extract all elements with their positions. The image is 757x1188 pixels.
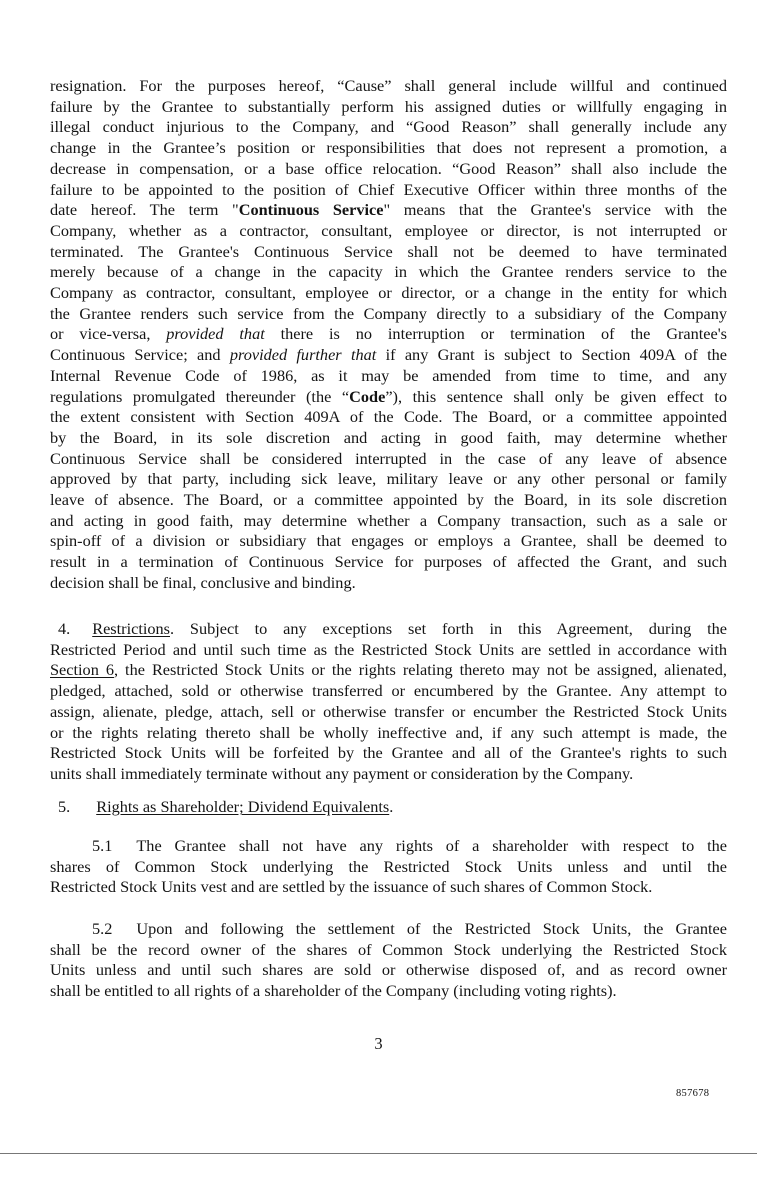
text-line: decrease in compensation, or a base office relocation. “Good Reason” shall also include the: [50, 158, 727, 178]
section-4-restrictions: [50, 619, 727, 785]
section-number: 4.: [58, 619, 71, 638]
italic-provided-that: provided that: [166, 324, 265, 344]
section-5-1: [50, 836, 727, 898]
text-line: [50, 619, 727, 640]
subsection-number: 5.2: [92, 919, 113, 938]
text-line: Units unless and until such shares are sold or otherwise disposed of, and as record owner: [50, 960, 727, 980]
text-run: Continuous Service; and: [50, 345, 230, 365]
text-line: or the rights relating thereto shall be wholly ineffective and, if any such attempt is made, the: [50, 722, 727, 742]
section-5-2: [50, 919, 727, 1002]
text-run: , the Restricted Stock Units or the rights relating thereto may not be assigned, alienated,: [113, 660, 727, 680]
text-line: Restricted Period and until such time as the Restricted Stock Units are settled in accordance with: [50, 639, 727, 659]
text-line: shares of Common Stock underlying the Restricted Stock Units unless and until the: [50, 856, 727, 876]
subsection-number: 5.1: [92, 836, 113, 855]
text-line: [50, 660, 727, 681]
text-line: merely because of a change in the capacity in which the Grantee renders service to the: [50, 262, 727, 282]
text-line: shall be the record owner of the shares of Common Stock underlying the Restricted Stock: [50, 939, 727, 959]
section-5-heading: [50, 797, 393, 817]
text-line: Continuous Service shall be considered interrupted in the case of any leave of absence: [50, 448, 727, 468]
text-line: change in the Grantee’s position or responsibilities that does not represent a promotion, a: [50, 138, 727, 158]
text-line: shall be entitled to all rights of a shareholder of the Company (including voting rights).: [50, 981, 617, 1001]
text-line: result in a termination of Continuous Service for purposes of affected the Grant, and such: [50, 552, 727, 572]
text-line: [50, 200, 727, 221]
text-line: assign, alienate, pledge, attach, sell or otherwise transfer or encumber the Restricted Stock Units: [50, 701, 727, 721]
text-line: illegal conduct injurious to the Company, and “Good Reason” shall generally include any: [50, 117, 727, 137]
text-line: the extent consistent with Section 409A of the Code. The Board, or a committee appointed: [50, 407, 727, 427]
text-run: " means that the Grantee's service with the: [383, 200, 728, 220]
text-run: .: [389, 797, 394, 816]
text-run: regulations promulgated thereunder (the “: [50, 386, 350, 406]
section-6-reference: Section 6: [50, 660, 114, 680]
text-line: [50, 836, 727, 857]
text-line: Internal Revenue Code of 1986, as it may be amended from time to time, and any: [50, 365, 727, 385]
text-line: by the Board, in its sole discretion and acting in good faith, may determine whether: [50, 427, 727, 447]
text-line: approved by that party, including sick leave, military leave or any other personal or family: [50, 469, 727, 489]
section-number: 5.: [58, 797, 71, 816]
text-line: Restricted Stock Units vest and are settled by the issuance of such shares of Common Stock.: [50, 877, 653, 897]
page-number: 3: [374, 1034, 383, 1053]
text-run: there is no interruption or termination of the Grantee's: [264, 324, 727, 344]
text-line: and acting in good faith, may determine whether a Company transaction, such as a sale or: [50, 510, 727, 530]
page-bottom-rule: [0, 1153, 757, 1154]
text-run: or vice-versa,: [50, 324, 167, 344]
text-run: if any Grant is subject to Section 409A of the: [376, 345, 728, 365]
text-line: failure by the Grantee to substantially perform his assigned duties or willfully engaging in: [50, 96, 727, 116]
text-line: Restricted Stock Units will be forfeited by the Grantee and all of the Grantee's rights to such: [50, 743, 727, 763]
text-line: the Grantee renders such service from the Company directly to a subsidiary of the Company: [50, 303, 727, 323]
text-line: terminated. The Grantee's Continuous Service shall not be deemed to have terminated: [50, 241, 727, 261]
text-line: [50, 387, 727, 408]
text-run: date hereof. The term ": [50, 200, 239, 220]
text-line: spin-off of a division or subsidiary that engages or employs a Grantee, shall be deemed to: [50, 531, 727, 551]
text-run: Upon and following the settlement of the Restricted Stock Units, the Grantee: [136, 919, 727, 938]
definitions-paragraph: [50, 76, 727, 594]
text-line: units shall immediately terminate without any payment or consideration by the Company.: [50, 763, 634, 783]
text-line: [50, 919, 727, 940]
italic-provided-further-that: provided further that: [229, 345, 377, 365]
text-run: The Grantee shall not have any rights of a shareholder with respect to the: [136, 836, 727, 855]
text-line: pledged, attached, sold or otherwise transferred or encumbered by the Grantee. Any attempt to: [50, 681, 727, 701]
section-title: Rights as Shareholder; Dividend Equivalents: [96, 797, 390, 816]
text-line: decision shall be final, conclusive and binding.: [50, 572, 356, 592]
text-line: [50, 324, 727, 345]
text-run: . Subject to any exceptions set forth in this Agreement, during the: [170, 619, 727, 638]
text-line: failure to be appointed to the position of Chief Executive Officer within three months of the: [50, 179, 727, 199]
text-line: [50, 345, 727, 366]
text-line: resignation. For the purposes hereof, “Cause” shall general include willful and continued: [50, 76, 727, 95]
section-title: Restrictions: [92, 619, 170, 638]
text-line: leave of absence. The Board, or a committee appointed by the Board, in its sole discretion: [50, 490, 727, 510]
text-run: ”), this sentence shall only be given effect to: [385, 386, 727, 406]
defined-term-code: Code: [349, 386, 386, 406]
text-line: Company as contractor, consultant, employee or director, or a change in the entity for which: [50, 283, 727, 303]
defined-term-continuous-service: Continuous Service: [238, 200, 384, 220]
document-id: 857678: [676, 1088, 710, 1099]
text-line: Company, whether as a contractor, consultant, employee or director, is not interrupted or: [50, 220, 727, 240]
